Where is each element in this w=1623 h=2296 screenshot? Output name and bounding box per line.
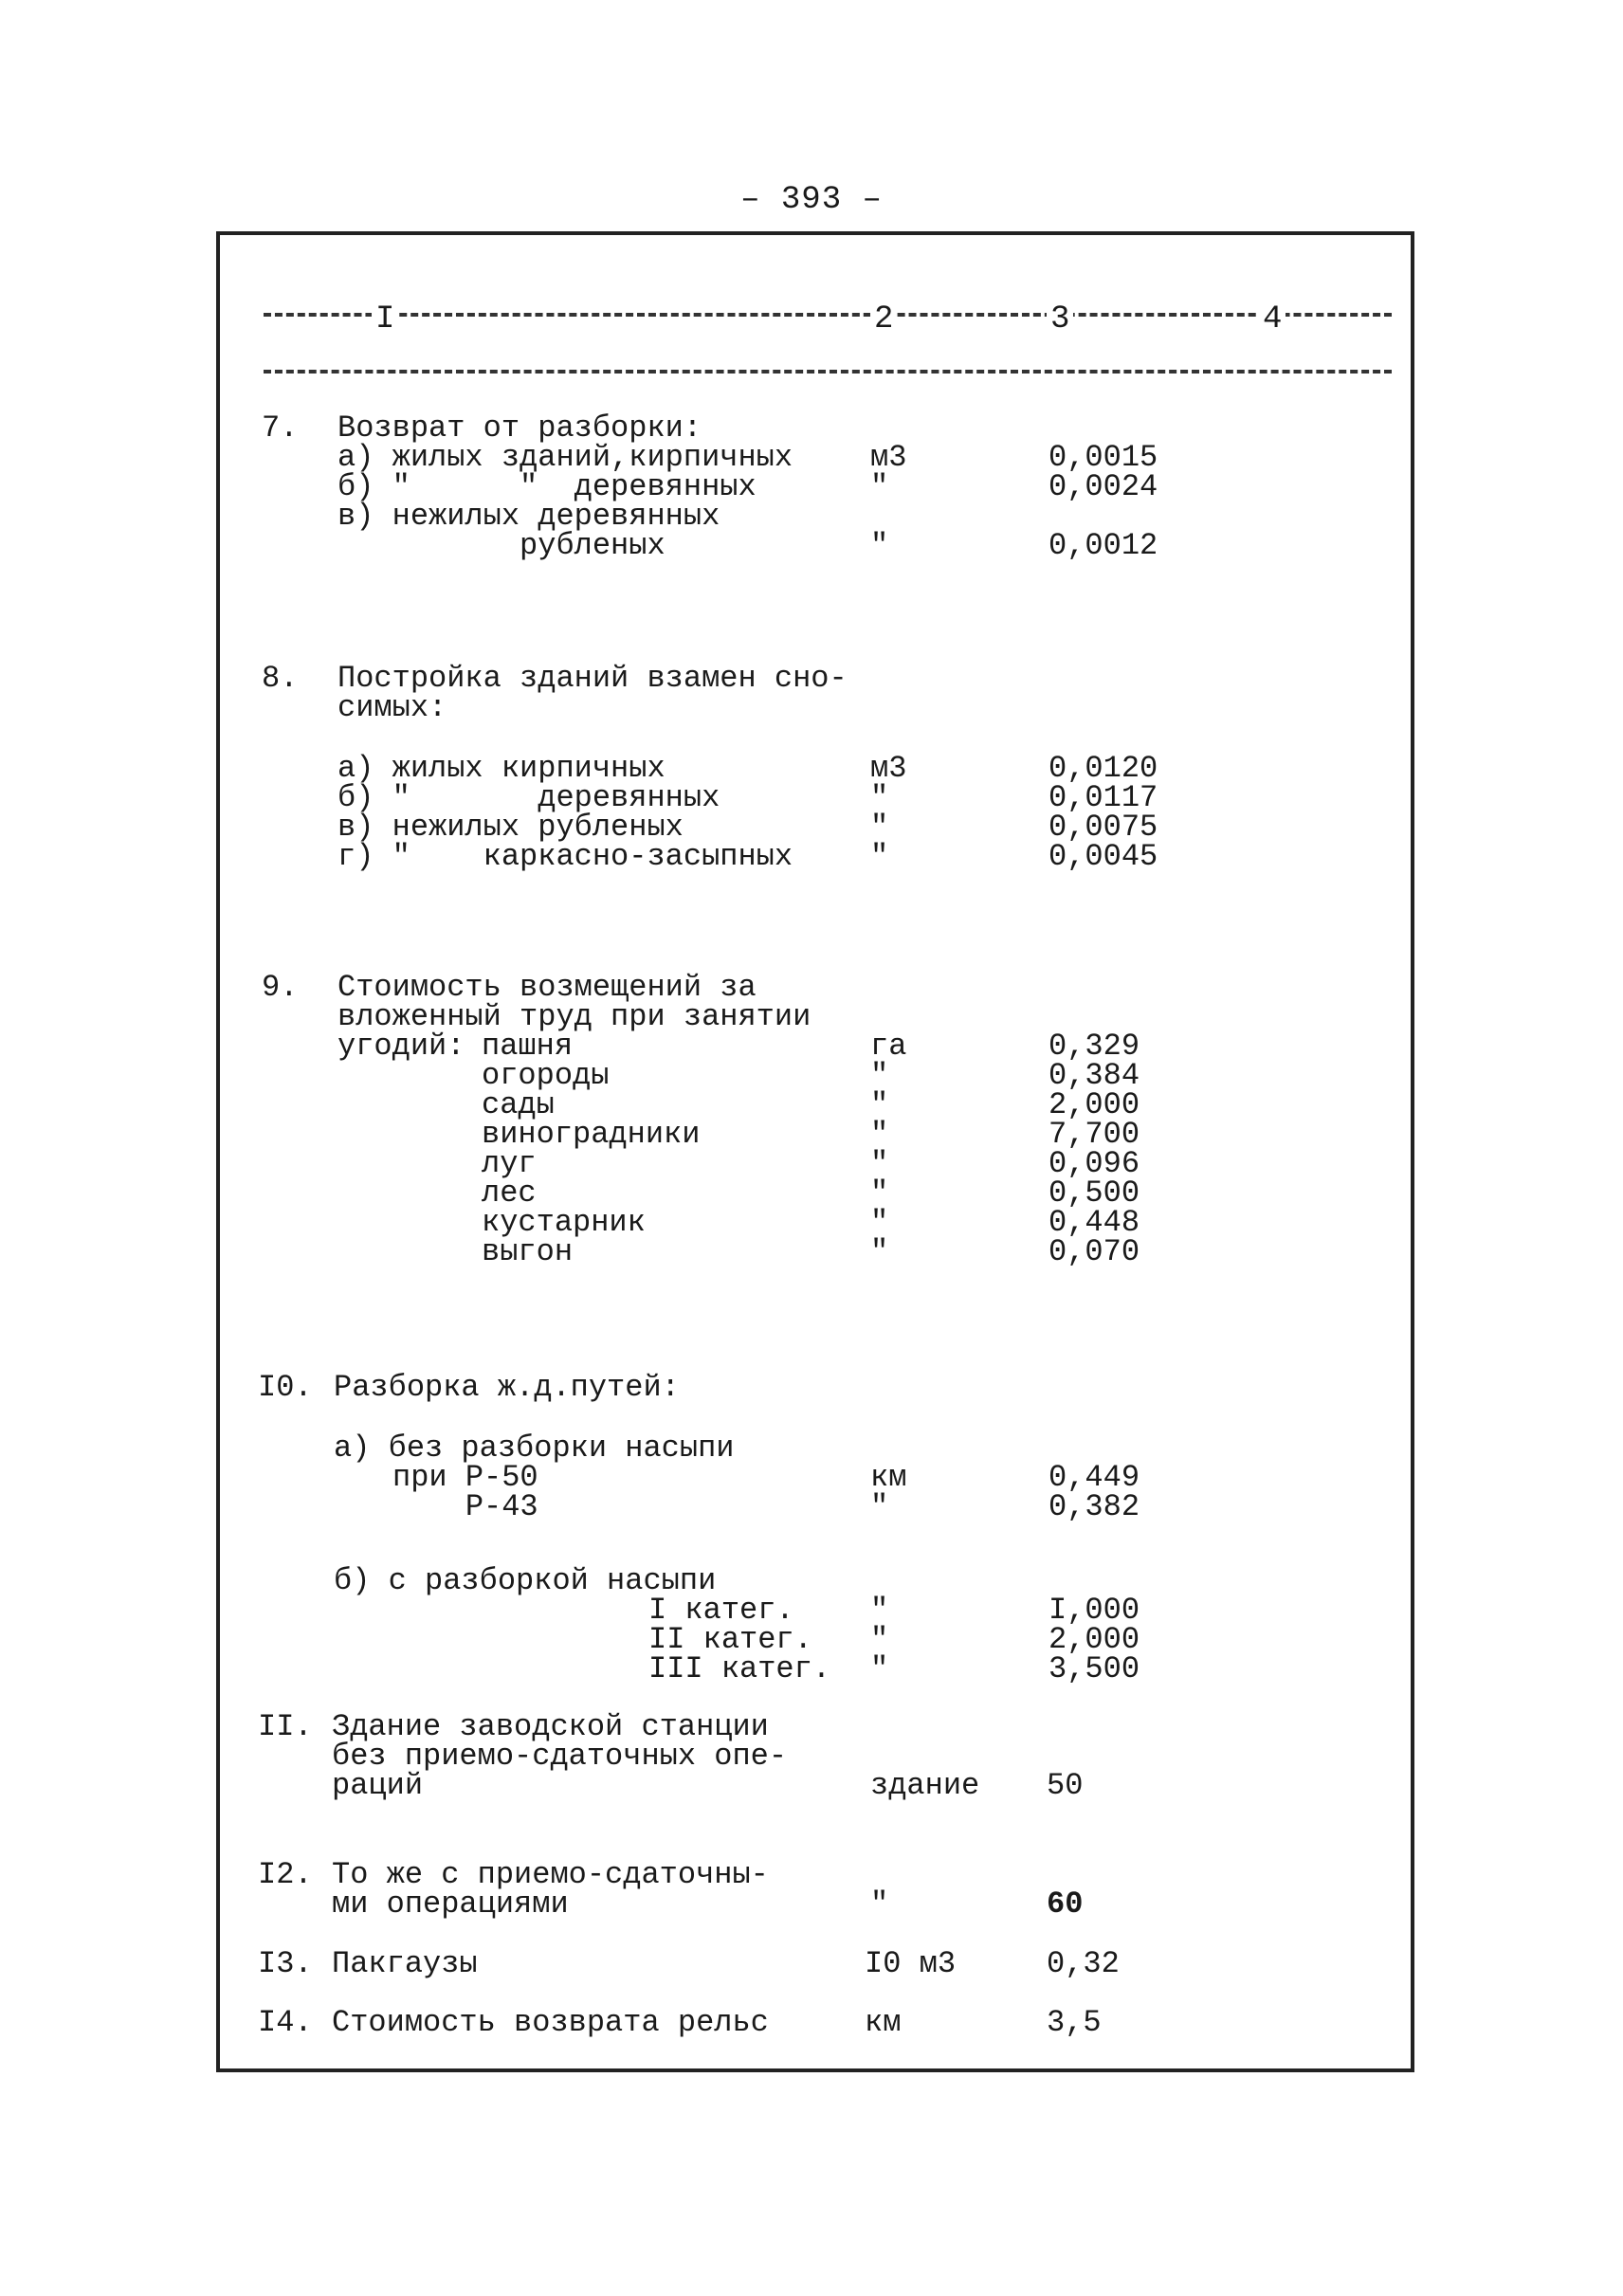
row-value: 0,384 (1049, 1058, 1140, 1093)
item-title-continued: симых: (337, 690, 447, 725)
row-value: 0,096 (1049, 1146, 1140, 1181)
column-header-4: 4 (1259, 301, 1286, 337)
row-label: II катег. (648, 1622, 812, 1657)
row-value: 2,000 (1049, 1087, 1140, 1122)
item-title: Разборка ж.д.путей: (334, 1370, 680, 1405)
row-value: 0,0024 (1049, 469, 1158, 504)
row-label: кустарник (482, 1205, 646, 1240)
sub-heading: б) с разборкой насыпи (334, 1563, 717, 1598)
sub-heading: а) без разборки насыпи (334, 1430, 735, 1466)
row-unit: I0 м3 (865, 1946, 957, 1981)
item-number: II. (258, 1709, 313, 1744)
item-title-continued: вложенный труд при занятии (337, 999, 812, 1034)
row-value: 0,382 (1049, 1489, 1140, 1524)
row-label: пашня (482, 1029, 574, 1064)
row-value: 60 (1047, 1886, 1084, 1922)
row-label: при Р-50 (392, 1460, 538, 1495)
row-unit: " (870, 1058, 889, 1093)
item-title-continued: ми операциями (332, 1886, 569, 1922)
row-label: сады (482, 1087, 555, 1122)
item-title: Здание заводской станции (332, 1709, 769, 1744)
row-unit: " (870, 1886, 889, 1922)
column-header-1: I (372, 301, 398, 337)
row-value: 0,0015 (1049, 440, 1158, 475)
row-unit: " (870, 1622, 889, 1657)
item-title: Пакгаузы (332, 1946, 478, 1981)
row-label: рубленых (337, 528, 666, 563)
row-unit: " (870, 1234, 889, 1269)
row-label: а) жилых зданий,кирпичных (337, 440, 793, 475)
row-unit: " (870, 1489, 889, 1524)
item-title: Стоимость возврата рельс (332, 2005, 769, 2040)
row-unit: " (870, 839, 889, 874)
row-value: 0,0012 (1049, 528, 1158, 563)
row-unit: " (870, 1651, 889, 1686)
row-unit: " (870, 810, 889, 845)
row-unit: км (865, 2005, 902, 2040)
column-header-2: 2 (870, 301, 897, 337)
row-value: 0,32 (1047, 1946, 1120, 1981)
row-label: луг (482, 1146, 537, 1181)
item-number: 9. (262, 970, 299, 1005)
item-title: Стоимость возмещений за (337, 970, 757, 1005)
row-unit: " (870, 1146, 889, 1181)
item-title-continued: раций (332, 1768, 424, 1803)
row-value: 0,0117 (1049, 780, 1158, 815)
row-lead: угодий: (337, 1029, 465, 1064)
row-unit: км (870, 1460, 907, 1495)
row-value: 2,000 (1049, 1622, 1140, 1657)
row-value: 0,329 (1049, 1029, 1140, 1064)
row-unit: здание (870, 1768, 980, 1803)
row-label: III катег. (648, 1651, 831, 1686)
row-unit: м3 (870, 440, 907, 475)
row-label: б) " деревянных (337, 780, 720, 815)
row-label: в) нежилых деревянных (337, 499, 720, 534)
row-value: 0,449 (1049, 1460, 1140, 1495)
row-label: г) " каркасно-засыпных (337, 839, 793, 874)
row-unit: м3 (870, 751, 907, 786)
header-top-rule (264, 313, 1392, 317)
item-number: I0. (258, 1370, 313, 1405)
row-label: а) жилых кирпичных (337, 751, 666, 786)
row-unit: " (870, 1593, 889, 1628)
row-unit: " (870, 1117, 889, 1152)
row-value: 3,500 (1049, 1651, 1140, 1686)
item-title: Возврат от разборки: (337, 410, 702, 446)
row-value: I,000 (1049, 1593, 1140, 1628)
row-value: 0,0045 (1049, 839, 1158, 874)
row-value: 3,5 (1047, 2005, 1102, 2040)
item-number: 7. (262, 410, 299, 446)
page-number: – 393 – (740, 182, 883, 218)
row-label: в) нежилых рубленых (337, 810, 684, 845)
row-unit: " (870, 780, 889, 815)
row-unit: " (870, 1205, 889, 1240)
row-label: б) " " деревянных (337, 469, 757, 504)
row-value: 0,070 (1049, 1234, 1140, 1269)
row-unit: " (870, 528, 889, 563)
header-bottom-rule (264, 370, 1392, 374)
column-header-3: 3 (1047, 301, 1073, 337)
row-unit: " (870, 469, 889, 504)
row-value: 0,0120 (1049, 751, 1158, 786)
item-title-continued: без приемо-сдаточных опе- (332, 1739, 788, 1774)
item-number: I4. (258, 2005, 313, 2040)
row-value: 7,700 (1049, 1117, 1140, 1152)
row-label: Р-43 (392, 1489, 538, 1524)
row-unit: " (870, 1175, 889, 1211)
row-label: виноградники (482, 1117, 701, 1152)
item-number: I3. (258, 1946, 313, 1981)
item-title: Постройка зданий взамен сно- (337, 661, 848, 696)
row-unit: " (870, 1087, 889, 1122)
row-value: 0,500 (1049, 1175, 1140, 1211)
row-value: 0,448 (1049, 1205, 1140, 1240)
item-number: 8. (262, 661, 299, 696)
row-label: лес (482, 1175, 537, 1211)
item-number: I2. (258, 1857, 313, 1892)
row-label: I катег. (648, 1593, 794, 1628)
row-unit: га (870, 1029, 907, 1064)
row-value: 50 (1047, 1768, 1084, 1803)
row-value: 0,0075 (1049, 810, 1158, 845)
row-label: выгон (482, 1234, 574, 1269)
row-label: огороды (482, 1058, 610, 1093)
item-title: То же с приемо-сдаточны- (332, 1857, 769, 1892)
